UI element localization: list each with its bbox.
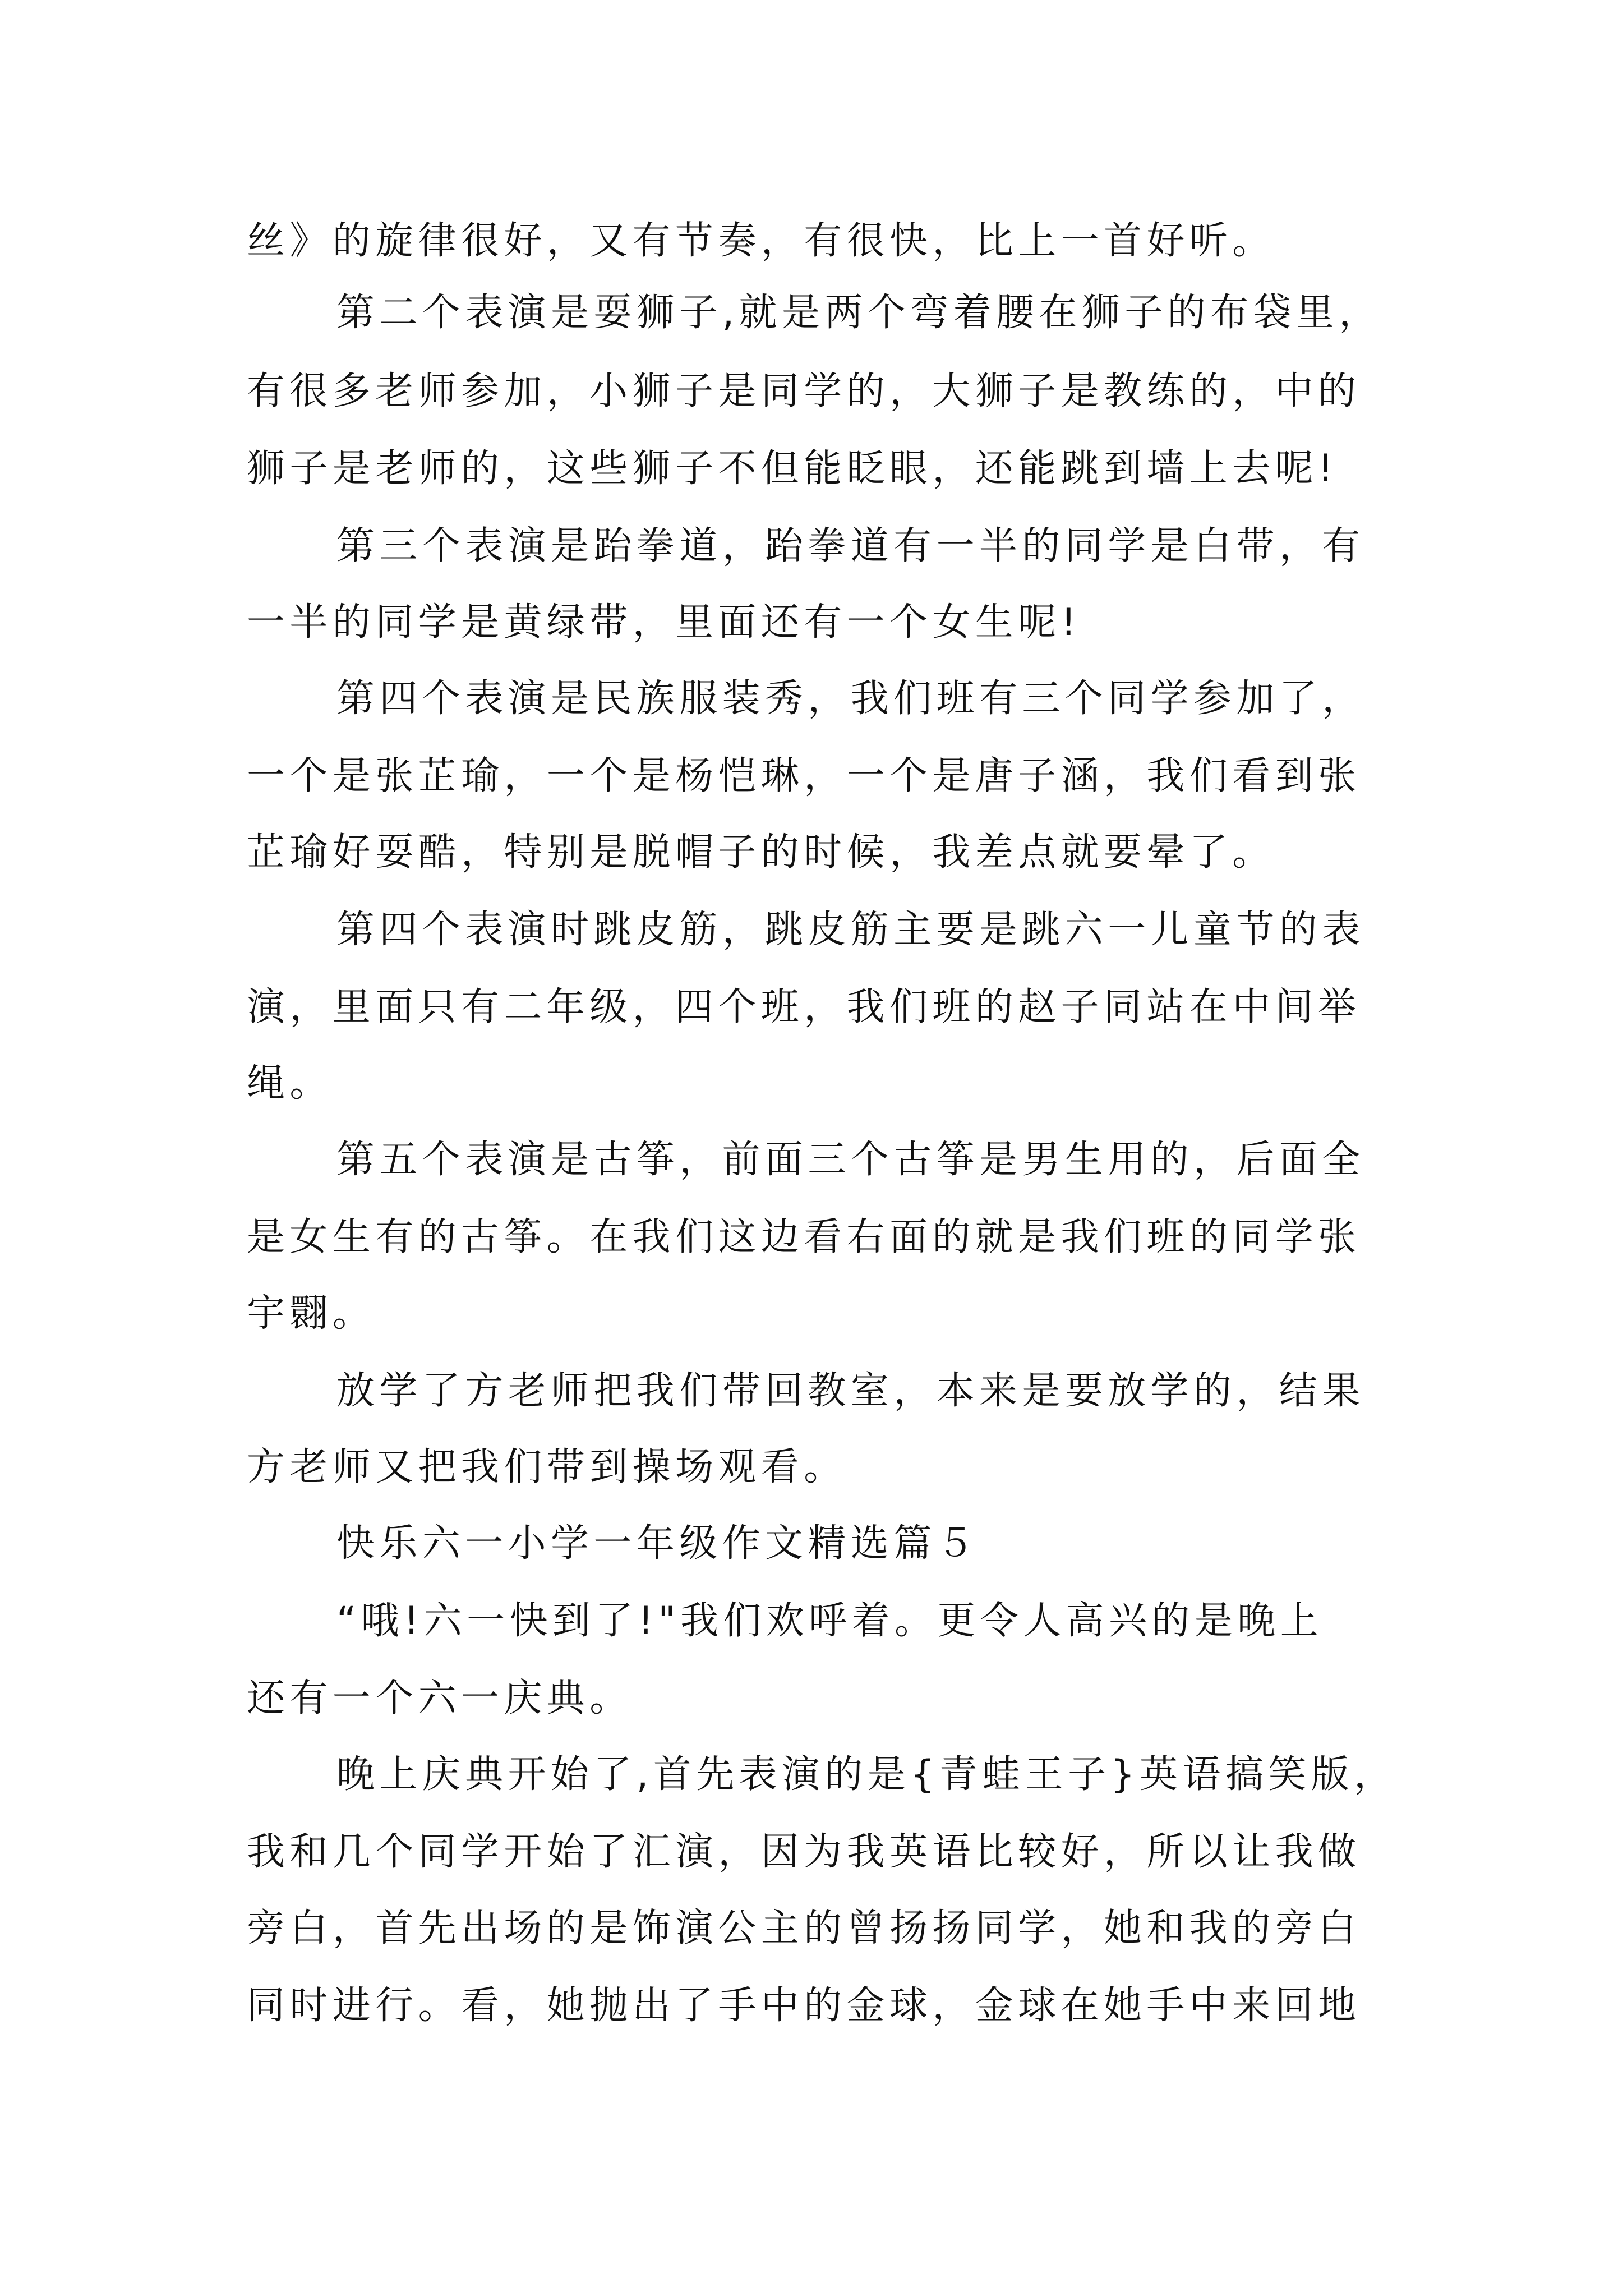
- text-line: 第四个表演是民族服装秀，我们班有三个同学参加了，: [336, 677, 1365, 721]
- text-line: 方老师又把我们带到操场观看。: [247, 1445, 847, 1489]
- text-line: 放学了方老师把我们带回教室，本来是要放学的，结果: [336, 1369, 1365, 1413]
- text-line: 丝》的旋律很好，又有节奏，有很快，比上一首好听。: [247, 219, 1275, 263]
- text-line: 一个是张芷瑜，一个是杨恺琳，一个是唐子涵，我们看到张: [247, 754, 1361, 798]
- text-line: 还有一个六一庆典。: [247, 1676, 633, 1720]
- text-line: 晚上庆典开始了,首先表演的是{青蛙王子}英语搞笑版，: [336, 1752, 1397, 1797]
- text-line: 第二个表演是耍狮子,就是两个弯着腰在狮子的布袋里，: [336, 291, 1382, 335]
- text-line: 是女生有的古筝。在我们这边看右面的就是我们班的同学张: [247, 1215, 1361, 1259]
- text-line: 旁白，首先出场的是饰演公主的曾扬扬同学，她和我的旁白: [247, 1906, 1361, 1950]
- text-line: 狮子是老师的，这些狮子不但能眨眼，还能跳到墙上去呢!: [247, 447, 1338, 491]
- text-line: 我和几个同学开始了汇演，因为我英语比较好，所以让我做: [247, 1830, 1361, 1874]
- text-line: 宇翾。: [247, 1291, 376, 1336]
- text-line: 芷瑜好耍酷，特别是脱帽子的时候，我差点就要晕了。: [247, 830, 1275, 875]
- text-line: “哦!六一快到了!"我们欢呼着。更令人高兴的是晚上: [336, 1599, 1324, 1643]
- text-line: 第四个表演时跳皮筋，跳皮筋主要是跳六一儿童节的表: [336, 908, 1365, 952]
- text-line: 有很多老师参加，小狮子是同学的，大狮子是教练的，中的: [247, 369, 1361, 413]
- text-line: 第五个表演是古筝，前面三个古筝是男生用的，后面全: [336, 1138, 1365, 1182]
- section-heading: 快乐六一小学一年级作文精选篇５: [336, 1521, 980, 1566]
- text-line: 第三个表演是跆拳道，跆拳道有一半的同学是白带，有: [336, 524, 1365, 568]
- text-line: 演，里面只有二年级，四个班，我们班的赵子同站在中间举: [247, 985, 1361, 1029]
- text-line: 同时进行。看，她抛出了手中的金球，金球在她手中来回地: [247, 1984, 1361, 2028]
- text-line: 绳。: [247, 1061, 333, 1106]
- text-line: 一半的同学是黄绿带，里面还有一个女生呢!: [247, 600, 1081, 645]
